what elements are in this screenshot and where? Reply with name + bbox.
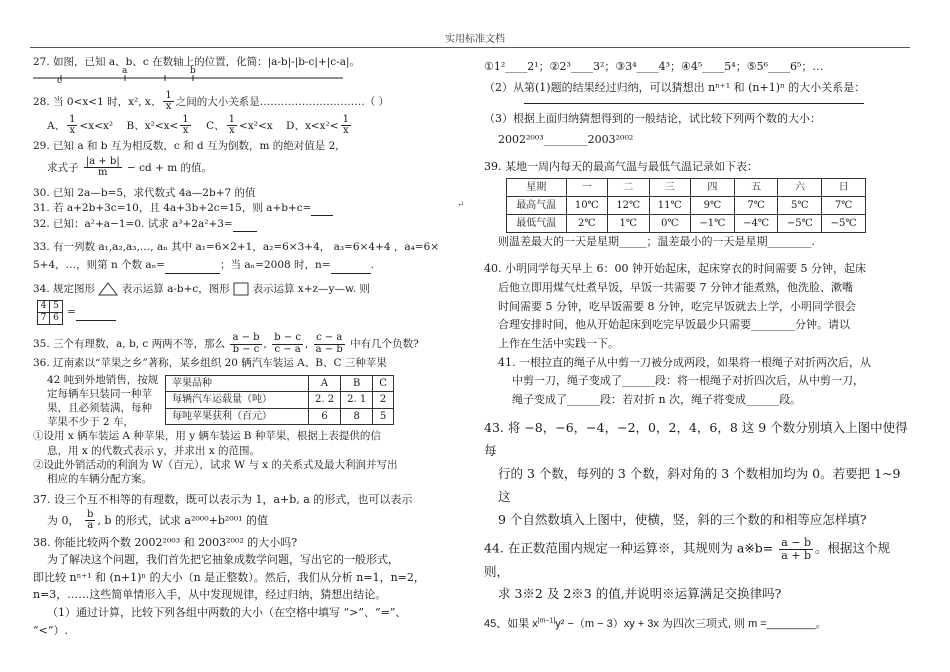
question-30: 30. 已知 2a—b=5，求代数式 4a—2b+7 的值 xyxy=(33,186,256,199)
temperature-table: 星期 一 二 三 四 五 六 日 最高气温 10℃ 12℃ 11℃ 9℃ 7℃ 5℃ 7℃ 最低气温 2℃ 1℃ 0℃ −1℃ −4℃ −5℃ −5℃ xyxy=(506,178,866,233)
question-39-tail: 则温差最大的一天是星期_____；温差最小的一天是星期________. xyxy=(498,235,815,249)
question-33-line2: 5+4，…，则第 n 个数 aₙ= ；当 aₙ=2008 时，n= . xyxy=(33,258,443,275)
question-44: 44. 在正数范围内规定一种运算※，其规则为 a※b= $\frac{a - b}{a + b}$ 。根据这个规则， 求 3※2 及 2※3 的值,并说明※运算满足交换律吗? xyxy=(484,536,891,601)
left-column xyxy=(33,55,443,639)
question-31: 31. 若 a+2b+3c=10，且 4a+3b+2c=15，则 a+b+c= xyxy=(33,202,443,216)
question-36-subs: ①设用 x 辆车装运 A 种苹果，用 y 辆车装运 B 种苹果，根据上表提供的信 息，用 x 的代数式表示 y，并求出 x 的范围。 ②设此外销活动的利润为 W（百元），试求 W 与 x 的关系式及最大利润并写出 相应的车辆分配方案。 xyxy=(33,430,398,485)
question-38: 38. 你能比较两个数 2002²⁰⁰³ 和 2003²⁰⁰² 的大小吗? 为了解决这个问题，我们首先把它抽象成数学问题，写出它的一般形式， 即比较 nⁿ⁺¹ 和 (n+1)ⁿ 的大小（n 是正整数）。然后，我们从分析 n=1，n=2， n=3，……这些简单情形入手，从中发现规律，经过归纳，猜想出结论。 （1）通过计算，比较下列各组中两数的大小（在空格中填写 “>”、“=”、 “<”）. xyxy=(33,535,425,637)
question-37: 37. 设三个互不相等的有理数，既可以表示为 1，a+b, a 的形式，也可以表示 xyxy=(33,493,413,507)
question-28-options: A、 $\frac{1}{x}$ <x<x² B、x²<x< $\frac{1}{x}$ C、 $\frac{1}{x}$ <x²<x D、x<x²< $\frac{1}{x}$ xyxy=(47,113,349,137)
question-28: 28. 当 0<x<1 时，x², x、 $\frac{1}{x}$ 之间的大小关系是…………………………（ ） xyxy=(33,89,390,113)
question-29: 29. 已知 a 和 b 互为相反数，c 和 d 互为倒数，m 的绝对值是 2, xyxy=(33,139,339,152)
question-34-grid: 4 5 7 6 = xyxy=(33,300,443,325)
question-38-part3: （3）根据上面归纳猜想得到的一般结论，试比较下列两个数的大小： xyxy=(484,112,821,126)
header-rule xyxy=(30,47,910,48)
question-27: 27. 如图，已知 a、b、c 在数轴上的位置，化简：|a-b|-|b-c|+|c-a|。 xyxy=(33,56,361,68)
question-39: 39. 某地一周内每天的最高气温与最低气温记录如下表： xyxy=(484,159,758,173)
question-37-line2: 为 0， $\frac{b}{a}$ , b 的形式，试求 a²⁰⁰⁰+b²⁰⁰¹ 的值 xyxy=(47,508,269,532)
question-36-body: 42 吨到外地销售，按规 定每辆车只装同一种苹 果，且必须装满，每种 苹果不少于 2 车， 苹果品种 A B C 每辆汽车运载量（吨） 2. 2 2. 1 2 每吨苹果获利（百元） 6 8 5 xyxy=(33,373,443,430)
question-29-formula: 求式子 $\frac{|a + b|}{m}$ − cd + m 的值。 xyxy=(47,155,213,178)
label-c: c xyxy=(57,75,63,86)
question-32: 32. 已知：a²+a−1=0. 试求 a³+2a²+3= xyxy=(33,218,443,232)
label-b: b xyxy=(190,65,196,76)
return-mark-icon: ↵ xyxy=(457,200,465,210)
question-33: 33. 有一列数 a₁,a₂,a₃,…, aₙ 其中 a₁=6×2+1，a₂=6×3+4， a₃=6×4+4 ，a₄=6× xyxy=(33,240,440,253)
question-34: 34. 规定图形 表示运算 a-b+c，图形 表示运算 x+z—y—w. 则 xyxy=(33,283,370,296)
answer-line-38b xyxy=(524,99,864,104)
square-figure-icon xyxy=(233,282,249,296)
number-grid: 4 5 7 6 xyxy=(37,300,63,325)
question-41: 41. 一根拉直的绳子从中剪一刀被分成两段，如果将一根绳子对折两次后，从 中剪一刀，绳子变成了______段：将一根绳子对折四次后，从中剪一刀， 绳子变成了______段：若对折 n 次，绳子将变成______段。 xyxy=(498,355,871,406)
question-43: 43. 将 −8，−6，−4，−2，0，2，4，6，8 这 9 个数分别填入上图中使得每 行的 3 个数，每列的 3 个数，斜对角的 3 个数相加均为 0。若要把 1~9 这 9 个自然数填入上图中，使横，竖，斜的三个数的和相等应怎样填? xyxy=(484,419,908,528)
question-45: 45、如果 $x^{|m-1|}y^2 -(m - 3)xy + 3x$ 为四次三项式, 则 m =________。 xyxy=(484,617,827,630)
question-38-part2: （2）从第(1)题的结果经过归纳，可以猜想出 nⁿ⁺¹ 和 (n+1)ⁿ 的大小关系是： xyxy=(484,80,866,94)
question-40: 40. 小明同学每天早上 6：00 钟开始起床，起床穿衣的时间需要 5 分钟，起床 后他立即用煤气灶煮早饭，早饭一共需要 7 分钟才能煮熟，他洗脸、漱嘴 时间需要 5 分钟，吃早饭需要 8 分钟，吃完早饭就去上学，小明同学很会 合理安排时间，他从开始起床到吃完早饭最少只需要________分钟。请以 上作在生活中实践一下。 xyxy=(484,262,866,350)
apple-table: 苹果品种 A B C 每辆汽车运载量（吨） 2. 2 2. 1 2 每吨苹果获利（百元） 6 8 5 xyxy=(165,375,394,426)
question-38-part1: ①1²____2¹；②2³____3²；③3⁴____4³；④4⁵____5⁴；⑤5⁶____6⁵；… xyxy=(484,60,824,73)
number-line xyxy=(33,65,443,87)
right-column xyxy=(484,58,914,632)
label-a: a xyxy=(122,65,128,76)
page-header: 实用标准文档 xyxy=(445,34,505,45)
question-35: 35. 三个有理数，a, b, c 两两不等，那么 $\frac{a - b}{b - c}$ , $\frac{b - c}{c - a}$ , $\frac{c - a}{a - b}$ 中有几个负数? xyxy=(33,332,419,355)
question-38-part3-compare: 2002²⁰⁰³________2003²⁰⁰² xyxy=(498,133,634,147)
triangle-figure-icon xyxy=(98,282,118,296)
question-36: 36. 辽南素以“苹果之乡”著称，某乡组织 20 辆汽车装运 A、B、C 三种苹果 xyxy=(33,357,387,370)
